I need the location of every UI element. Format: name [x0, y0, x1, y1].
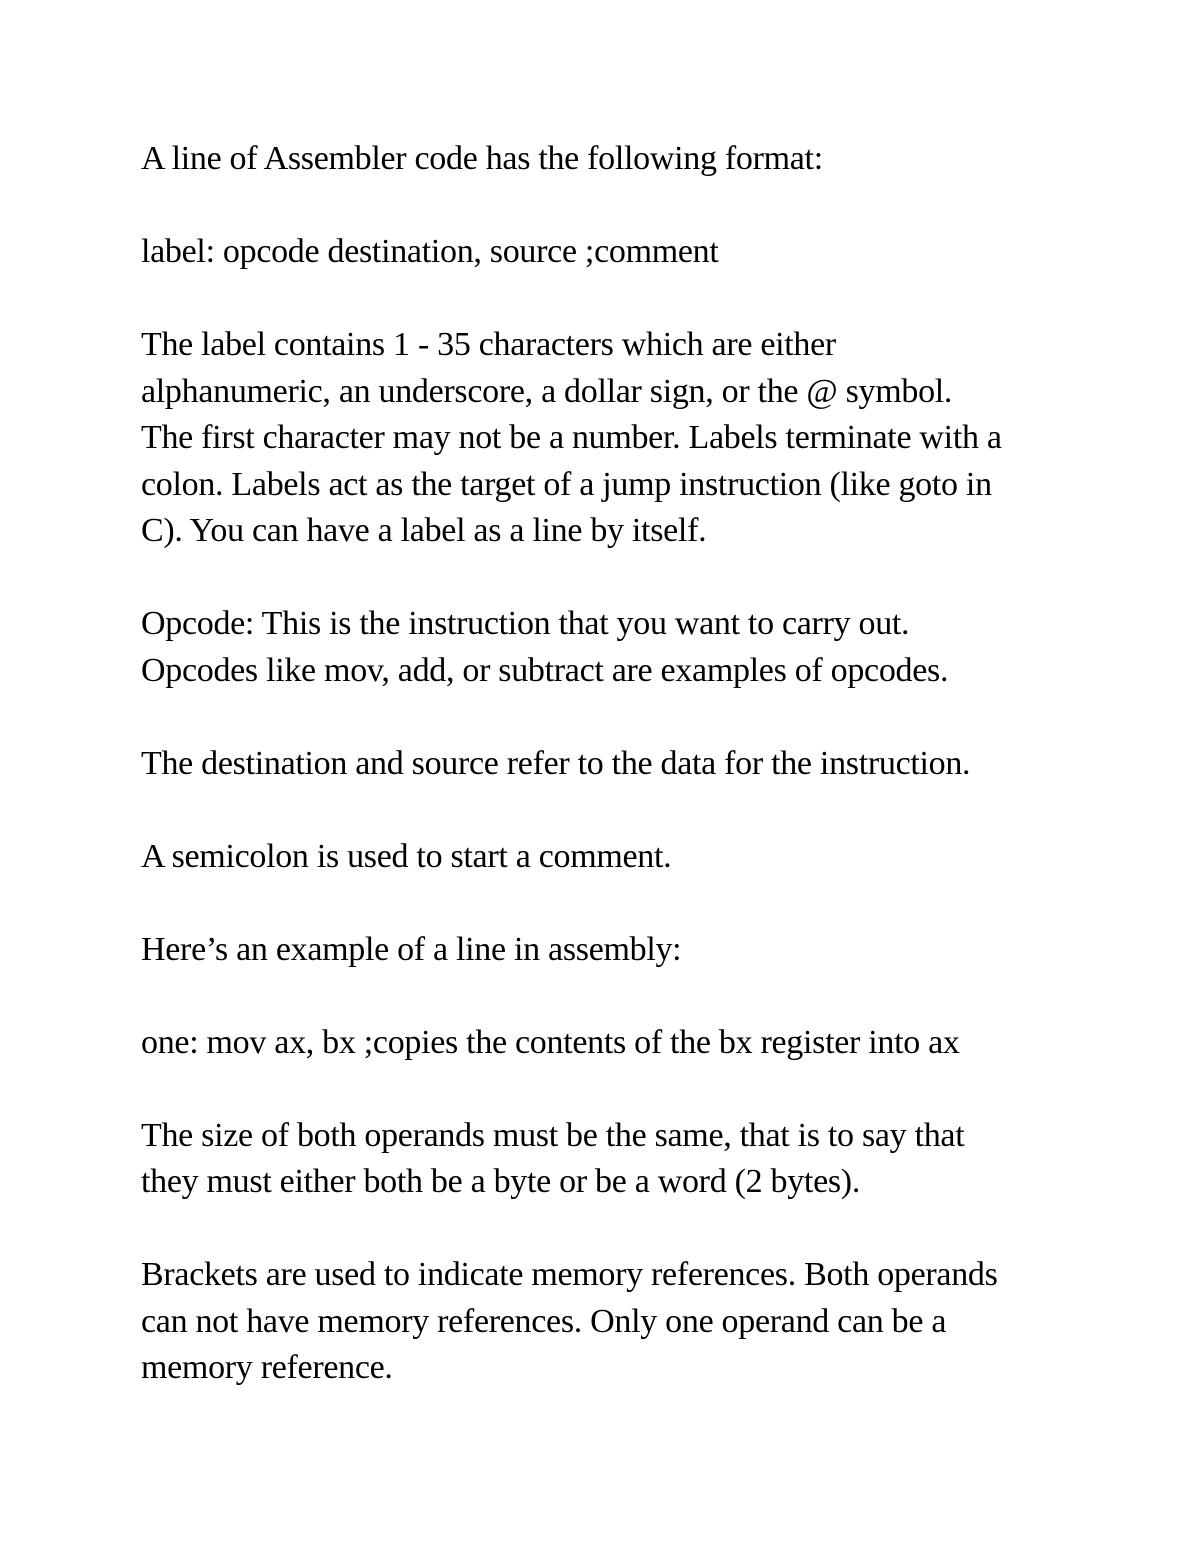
paragraph-example-intro: [141, 927, 1081, 974]
text-line: alphanumeric, an underscore, a dollar sign, or the @ symbol.: [141, 372, 953, 410]
text-line: Opcode: This is the instruction that you want to carry out.: [141, 605, 910, 642]
paragraph-operand-size: [141, 1113, 1081, 1206]
paragraph-memory-references: [141, 1252, 1081, 1392]
text-line: memory reference.: [141, 1349, 393, 1386]
paragraph-format-syntax: [141, 229, 1081, 276]
paragraph-comment-description: [141, 834, 1081, 881]
text-line: The label contains 1 - 35 characters which are either: [141, 326, 836, 363]
text-line: they must either both be a byte or be a word (2 bytes).: [141, 1163, 861, 1200]
text-line: The destination and source refer to the data for the instruction.: [141, 744, 971, 782]
text-line: A semicolon is used to start a comment.: [141, 837, 672, 875]
text-line: colon. Labels act as the target of a jump instruction (like goto in: [141, 465, 992, 503]
paragraph-operands-description: [141, 741, 1081, 788]
paragraph-format-intro: [141, 136, 1081, 183]
text-line: one: mov ax, bx ;copies the contents of the bx register into ax: [141, 1023, 960, 1061]
text-line: The first character may not be a number. Labels terminate with a: [141, 419, 1002, 456]
text-line: can not have memory references. Only one operand can be a: [141, 1302, 947, 1340]
text-line: The size of both operands must be the same, that is to say that: [141, 1116, 965, 1154]
text-line: C). You can have a label as a line by itself.: [141, 512, 707, 549]
text-line: label: opcode destination, source ;comment: [141, 233, 719, 270]
text-line: Brackets are used to indicate memory references. Both operands: [141, 1256, 998, 1293]
text-line: Opcodes like mov, add, or subtract are examples of opcodes.: [141, 651, 949, 689]
document-body: [141, 136, 1081, 1438]
paragraph-label-description: [141, 322, 1081, 555]
text-line: A line of Assembler code has the following format:: [141, 140, 823, 177]
paragraph-opcode-description: [141, 601, 1081, 694]
paragraph-example-code: [141, 1020, 1081, 1067]
text-line: Here’s an example of a line in assembly:: [141, 930, 682, 968]
